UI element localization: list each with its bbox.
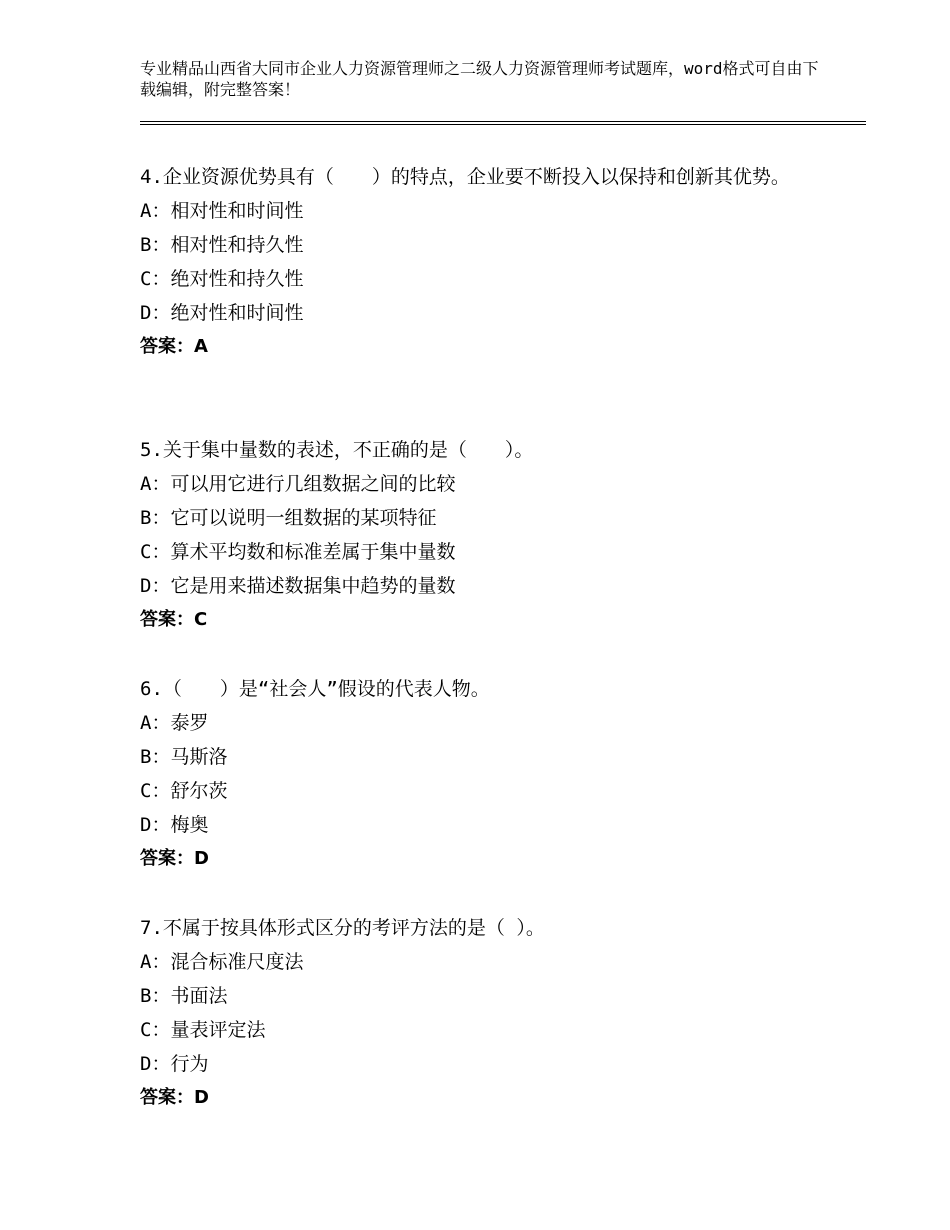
question-7 bbox=[140, 911, 820, 1115]
option-c: C：舒尔茨 bbox=[140, 780, 228, 802]
question-stem: 4.企业资源优势具有（ ）的特点，企业要不断投入以保持和创新其优势。 bbox=[140, 166, 790, 188]
question-stem: 7.不属于按具体形式区分的考评方法的是（ ）。 bbox=[140, 917, 545, 939]
option-d: D：行为 bbox=[140, 1053, 209, 1075]
option-b: B：书面法 bbox=[140, 985, 228, 1007]
option-a: A：泰罗 bbox=[140, 712, 209, 734]
document-header: 专业精品山西省大同市企业人力资源管理师之二级人力资源管理师考试题库，word格式可自由下载编辑，附完整答案！ bbox=[140, 59, 819, 99]
option-d: D：它是用来描述数据集中趋势的量数 bbox=[140, 575, 456, 597]
question-6 bbox=[140, 672, 820, 876]
option-c: C：算术平均数和标准差属于集中量数 bbox=[140, 541, 456, 563]
option-d: D：绝对性和时间性 bbox=[140, 302, 304, 324]
answer-label: 答案：D bbox=[140, 848, 209, 869]
option-c: C：量表评定法 bbox=[140, 1019, 266, 1041]
option-b: B：相对性和持久性 bbox=[140, 234, 304, 256]
question-stem: 6.（ ）是“社会人”假设的代表人物。 bbox=[140, 678, 490, 700]
option-a: A：混合标准尺度法 bbox=[140, 951, 304, 973]
option-a: A：可以用它进行几组数据之间的比较 bbox=[140, 473, 456, 495]
header-double-rule bbox=[140, 121, 866, 125]
option-d: D：梅奥 bbox=[140, 814, 209, 836]
answer-label: 答案：D bbox=[140, 1087, 209, 1108]
option-c: C：绝对性和持久性 bbox=[140, 268, 304, 290]
option-a: A：相对性和时间性 bbox=[140, 200, 304, 222]
question-4 bbox=[140, 160, 820, 364]
answer-label: 答案：C bbox=[140, 609, 208, 630]
question-5 bbox=[140, 433, 820, 637]
option-b: B：马斯洛 bbox=[140, 746, 228, 768]
answer-label: 答案：A bbox=[140, 336, 208, 357]
question-stem: 5.关于集中量数的表述，不正确的是（ ）。 bbox=[140, 439, 534, 461]
option-b: B：它可以说明一组数据的某项特征 bbox=[140, 507, 437, 529]
